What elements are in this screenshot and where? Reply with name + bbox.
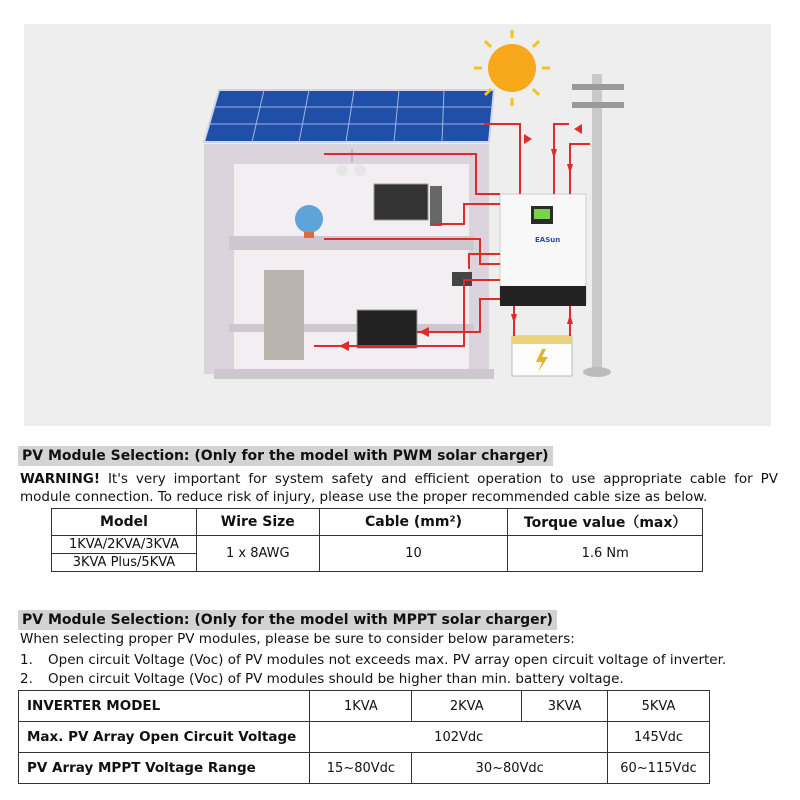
model-1kva: 1KVA xyxy=(310,691,412,722)
solar-system-illustration xyxy=(24,24,771,426)
warning-text: It's very important for system safety and efficient operation to use appropriate cable for PV module connection. To reduce risk of injury, please use the proper recommended cable size as below. xyxy=(20,471,778,505)
model-2kva: 2KVA xyxy=(412,691,522,722)
television xyxy=(357,310,417,348)
inverter xyxy=(500,194,586,306)
computer-monitor xyxy=(374,184,428,220)
warning-label: WARNING! xyxy=(20,471,100,487)
wire-size-cell: 1 x 8AWG xyxy=(196,536,319,572)
sun-icon xyxy=(474,30,550,106)
list-item xyxy=(20,652,726,669)
row-label-max-voc: Max. PV Array Open Circuit Voltage xyxy=(19,722,310,753)
mppt-range-3: 60~115Vdc xyxy=(608,753,710,784)
row-label-mppt-range: PV Array MPPT Voltage Range xyxy=(19,753,310,784)
row-label-inverter-model: INVERTER MODEL xyxy=(19,691,310,722)
list-item xyxy=(20,671,624,688)
pwm-warning xyxy=(20,470,778,506)
list-item-number: 2. xyxy=(20,671,33,687)
computer-tower xyxy=(430,186,442,226)
mppt-section-title: PV Module Selection: (Only for the model with MPPT solar charger) xyxy=(18,610,557,630)
table-row xyxy=(19,691,710,722)
mppt-range-1: 15~80Vdc xyxy=(310,753,412,784)
cable-cell: 10 xyxy=(319,536,508,572)
pwm-cable-table xyxy=(51,508,703,572)
model-3kva: 3KVA xyxy=(522,691,608,722)
mppt-range-2: 30~80Vdc xyxy=(412,753,608,784)
list-item-text: Open circuit Voltage (Voc) of PV modules should be higher than min. battery voltage. xyxy=(48,671,624,687)
inverter-brand: EASun xyxy=(535,236,561,244)
mppt-spec-table xyxy=(18,690,710,784)
table-header-row xyxy=(52,509,703,536)
table-row xyxy=(52,536,703,554)
header-wire-size: Wire Size xyxy=(196,509,319,536)
torque-cell: 1.6 Nm xyxy=(508,536,703,572)
pwm-section-title: PV Module Selection: (Only for the model with PWM solar charger) xyxy=(18,446,553,466)
header-model: Model xyxy=(52,509,197,536)
mppt-intro: When selecting proper PV modules, please be sure to consider below parameters: xyxy=(20,631,575,647)
battery xyxy=(512,336,572,376)
house-base xyxy=(214,369,494,379)
solar-panel xyxy=(204,90,494,142)
table-row xyxy=(19,753,710,784)
list-item-number: 1. xyxy=(20,652,33,668)
list-item-text: Open circuit Voltage (Voc) of PV modules not exceeds max. PV array open circuit voltage of inverter. xyxy=(48,652,727,668)
max-voc-high: 145Vdc xyxy=(608,722,710,753)
table-row xyxy=(19,722,710,753)
fan xyxy=(295,205,323,233)
model-cell: 1KVA/2KVA/3KVA xyxy=(52,536,197,554)
header-torque: Torque value（max） xyxy=(508,509,703,536)
model-cell: 3KVA Plus/5KVA xyxy=(52,554,197,572)
header-cable: Cable (mm²) xyxy=(319,509,508,536)
max-voc-low: 102Vdc xyxy=(310,722,608,753)
house-solar-diagram xyxy=(24,24,771,426)
model-5kva: 5KVA xyxy=(608,691,710,722)
refrigerator xyxy=(264,270,304,360)
